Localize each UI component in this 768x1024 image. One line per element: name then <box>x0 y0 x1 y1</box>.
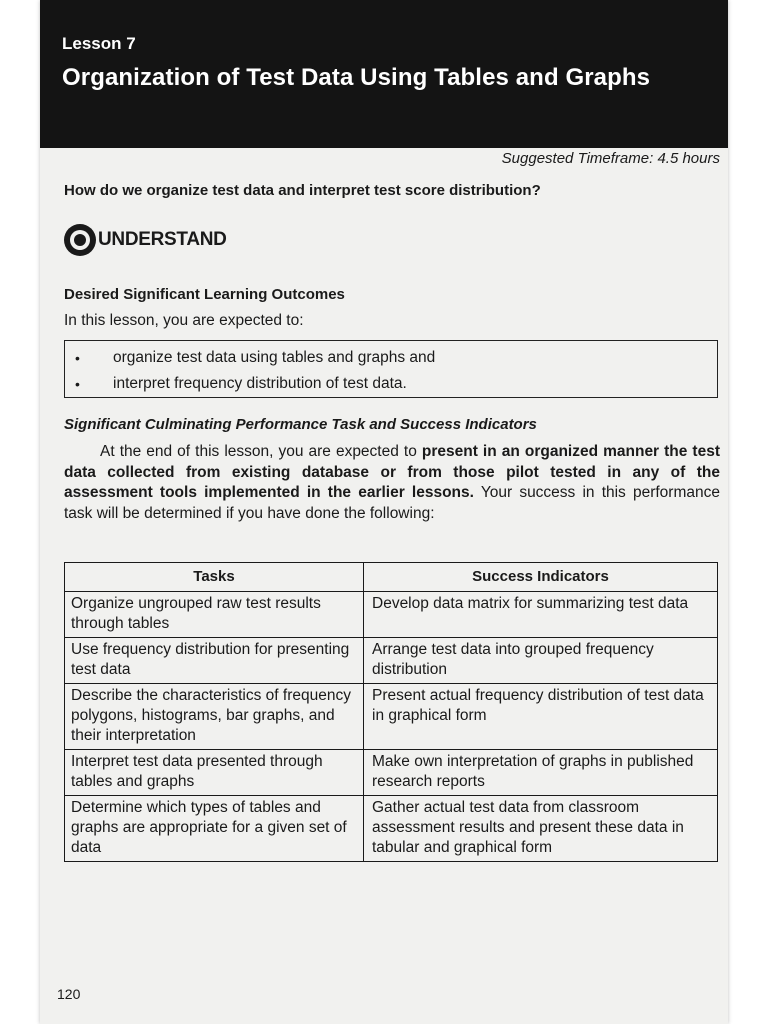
task-heading: Significant Culminating Performance Task and Success Indicators <box>64 416 537 433</box>
column-header-tasks: Tasks <box>65 563 364 592</box>
outcomes-heading: Desired Significant Learning Outcomes <box>64 286 345 303</box>
task-cell: Use frequency distribution for presenting test data <box>65 638 364 684</box>
indicator-cell: Present actual frequency distribution of test data in graphical form <box>364 684 718 750</box>
task-cell: Interpret test data presented through tables and graphs <box>65 750 364 796</box>
lesson-number: Lesson 7 <box>62 34 136 53</box>
page-number: 120 <box>57 986 81 1002</box>
bullet-icon: • <box>75 376 80 392</box>
task-cell: Organize ungrouped raw test results through tables <box>65 592 364 638</box>
outcomes-list <box>64 340 718 398</box>
task-text-bold: present in an organized manner the test data collected from existing database or from those pilot tested in any of the assessment tools implemented in the earlier lessons. <box>64 443 720 501</box>
task-cell: Determine which types of tables and graphs are appropriate for a given set of data <box>65 796 364 862</box>
list-item <box>65 371 717 397</box>
outcome-text: interpret frequency distribution of test data. <box>113 375 407 392</box>
table-row <box>65 750 718 796</box>
outcomes-intro: In this lesson, you are expected to: <box>64 312 304 329</box>
tasks-table <box>64 562 718 862</box>
indicator-cell: Gather actual test data from classroom assessment results and present these data in tabular and graphical form <box>364 796 718 862</box>
suggested-timeframe: Suggested Timeframe: 4.5 hours <box>501 150 720 167</box>
task-cell: Describe the characteristics of frequency polygons, histograms, bar graphs, and their interpretation <box>65 684 364 750</box>
list-item <box>65 345 717 371</box>
table-header-row <box>65 563 718 592</box>
indicator-cell: Arrange test data into grouped frequency distribution <box>364 638 718 684</box>
task-paragraph <box>64 442 720 524</box>
table-row <box>65 684 718 750</box>
essential-question: How do we organize test data and interpret test score distribution? <box>64 182 541 199</box>
column-header-success-indicators: Success Indicators <box>364 563 718 592</box>
task-text-part1: At the end of this lesson, you are expected to <box>100 443 422 460</box>
indicator-cell: Make own interpretation of graphs in published research reports <box>364 750 718 796</box>
lesson-header <box>40 0 728 148</box>
lightbulb-icon <box>64 224 96 256</box>
understand-label: UNDERSTAND <box>98 229 227 250</box>
table-row <box>65 638 718 684</box>
outcome-text: organize test data using tables and graphs and <box>113 349 436 366</box>
indicator-cell: Develop data matrix for summarizing test data <box>364 592 718 638</box>
task-text-part2: Your success in this performance task will be determined if you have done the following: <box>64 484 720 522</box>
lesson-title: Organization of Test Data Using Tables and Graphs <box>62 64 651 91</box>
table-row <box>65 592 718 638</box>
bullet-icon: • <box>75 350 80 366</box>
table-row <box>65 796 718 862</box>
understand-section-title <box>64 220 227 260</box>
